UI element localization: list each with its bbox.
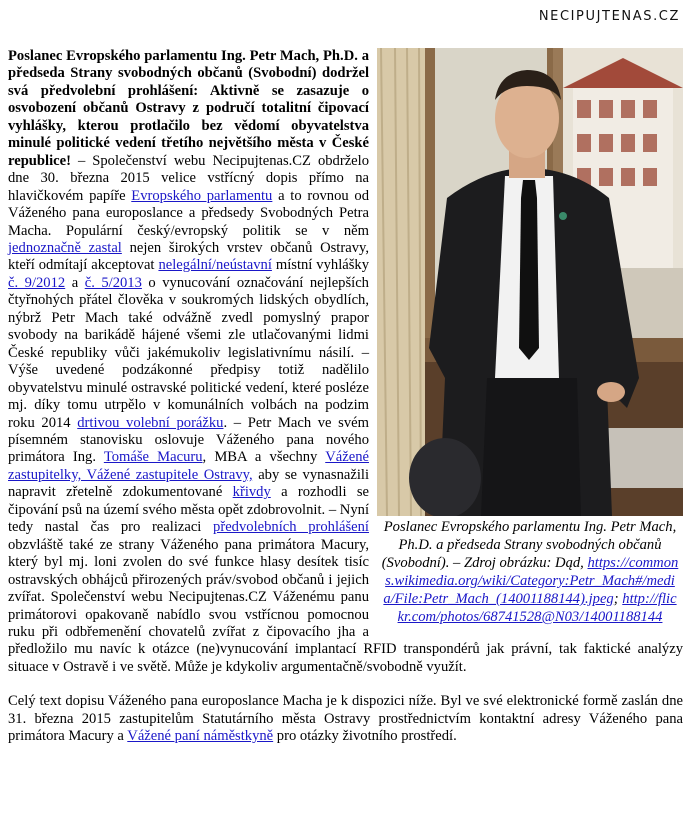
link-namestkyne[interactable]: Vážené paní náměstkyně [127, 728, 274, 745]
link-predvolebni-prohlaseni[interactable]: předvolebních prohlášení [213, 519, 369, 536]
link-krivdy[interactable]: křivdy [232, 484, 271, 501]
text-span: . – Petr Mach ve svém písemném stanovisku oslovuje Váženého pana nového primátora Ing. [8, 414, 369, 466]
article [8, 48, 683, 746]
text-span: a rozhodli se čipování psů na území svého města opět zdobrovolnit. – Nyní tedy nastal čas pro realizaci [8, 484, 369, 536]
link-evropsky-parlament[interactable]: Evropského parlamentu [131, 187, 273, 204]
caption-text: Poslanec Evropského parlamentu Ing. Petr Mach, Ph.D. a předseda Strany svobodných občanů (Svobodní). – Zdroj obrázku: Dąd, [381, 519, 677, 571]
link-tomas-macura[interactable]: Tomáše Macuru [103, 449, 203, 466]
text-span: Celý text dopisu Váženého pana europoslance Macha je k dispozici níže. Byl ve své elektronické formě zaslán dne 31. března 2015 zastupitelům Statutárního města Ostravy prostřednictvím kontaktní adresy Váženého pana primátora Macury a [8, 693, 683, 745]
text-span: nejen širokých vrstev občanů Ostravy, kteří odmítají akceptovat [8, 239, 369, 274]
text-span: o vynucování označování nejlepších čtyřnohých přátel člověka v soukromých lidských obydlích, nýbrž Petr Mach také odvážně zvedl pomyslný prapor svobody na barikádě hájené všemi zle utlačovanými lidmi České republiky vůči jakémukoliv legislativnímu násilí. – Výše uvedené podzákonné předpisy totiž nadělilo obyvatelstvu minulé ostravské politické vedení, které posléze mj. díky tomu utrpělo v komunálních volbách na podzim roku 2014 [8, 274, 369, 431]
caption-separator: ; [613, 591, 619, 607]
caption-source-link-wikimedia[interactable]: https://commons.wikimedia.org/wiki/Category:Petr_Mach#/media/File:Petr_Mach_(14001188144).jpeg [383, 555, 679, 607]
link-vyhlaska-9-2012[interactable]: č. 9/2012 [8, 274, 66, 291]
text-span: – Společenství webu Necipujtenas.CZ obdrželo dne 30. března 2015 velice vstřícný dopis přímo na hlavičkovém papíře [8, 152, 369, 204]
caption-source-link-flickr[interactable]: http://flickr.com/photos/68741528@N03/14001188144 [397, 591, 677, 625]
article-figure [377, 48, 683, 626]
link-zastupitele-ostravy[interactable]: Vážené zastupitelky, Vážené zastupitele Ostravy, [8, 449, 369, 483]
link-jednoznacne-zastal[interactable]: jednoznačně zastal [8, 239, 122, 256]
link-drtiva-volebni-porazka[interactable]: drtivou volební porážku [77, 414, 224, 431]
article-paragraph-2 [8, 693, 683, 745]
site-logo-text[interactable]: NECIPUJTENAS.CZ [538, 9, 680, 24]
text-span: a [65, 274, 85, 291]
politician-photo [377, 48, 683, 516]
text-span: obzvláště také ze strany Váženého pana primátora Macury, který byl mj. loni zvolen do své funkce hlasy desítek tisíc ostravských obhájců přirozených práv/svobod občanů i jejich zvířat. Společenství webu Necipujtenas.CZ Váženému panu primátorovi opakovaně nabídlo svou vstřícnou pomocnou ruku při odbřemenění chovatelů zvířat z čipovacího jha a předložilo mu navíc k otázce (ne)vynucování implantací RFID transpondérů jak právní, tak faktické analýzy situace v Ostravě i ve světě. Může je kdykoliv argumentačně/svobodně využít. [8, 536, 683, 675]
text-span: a to rovnou od Váženého pana europoslance a předsedy Svobodných Petra Macha. Populární český/evropský politik se v něm [8, 187, 369, 239]
photo-caption [377, 518, 683, 626]
text-span: pro otázky životního prostředí. [273, 728, 457, 745]
article-lead: Poslanec Evropského parlamentu Ing. Petr Mach, Ph.D. a předseda Strany svobodných občanů (Svobodní) dodržel svá předvolební prohlášení: Aktivně se zasazuje o osvobození občanů Ostravy z područí totalitní čipovací vyhlášky, kterou protlačilo bez vědomí obyvatelstva minulé politické vedení třetího největšího města v České republice! [8, 48, 369, 169]
text-span: místní vyhlášky [271, 257, 369, 274]
text-span: aby se vynasnažili napravit zřetelně zdokumentované [8, 466, 369, 501]
text-span: , MBA a všechny [202, 449, 326, 466]
link-vyhlaska-5-2013[interactable]: č. 5/2013 [84, 274, 142, 291]
link-nelegalni-neustavni[interactable]: nelegální/neústavní [158, 257, 272, 274]
